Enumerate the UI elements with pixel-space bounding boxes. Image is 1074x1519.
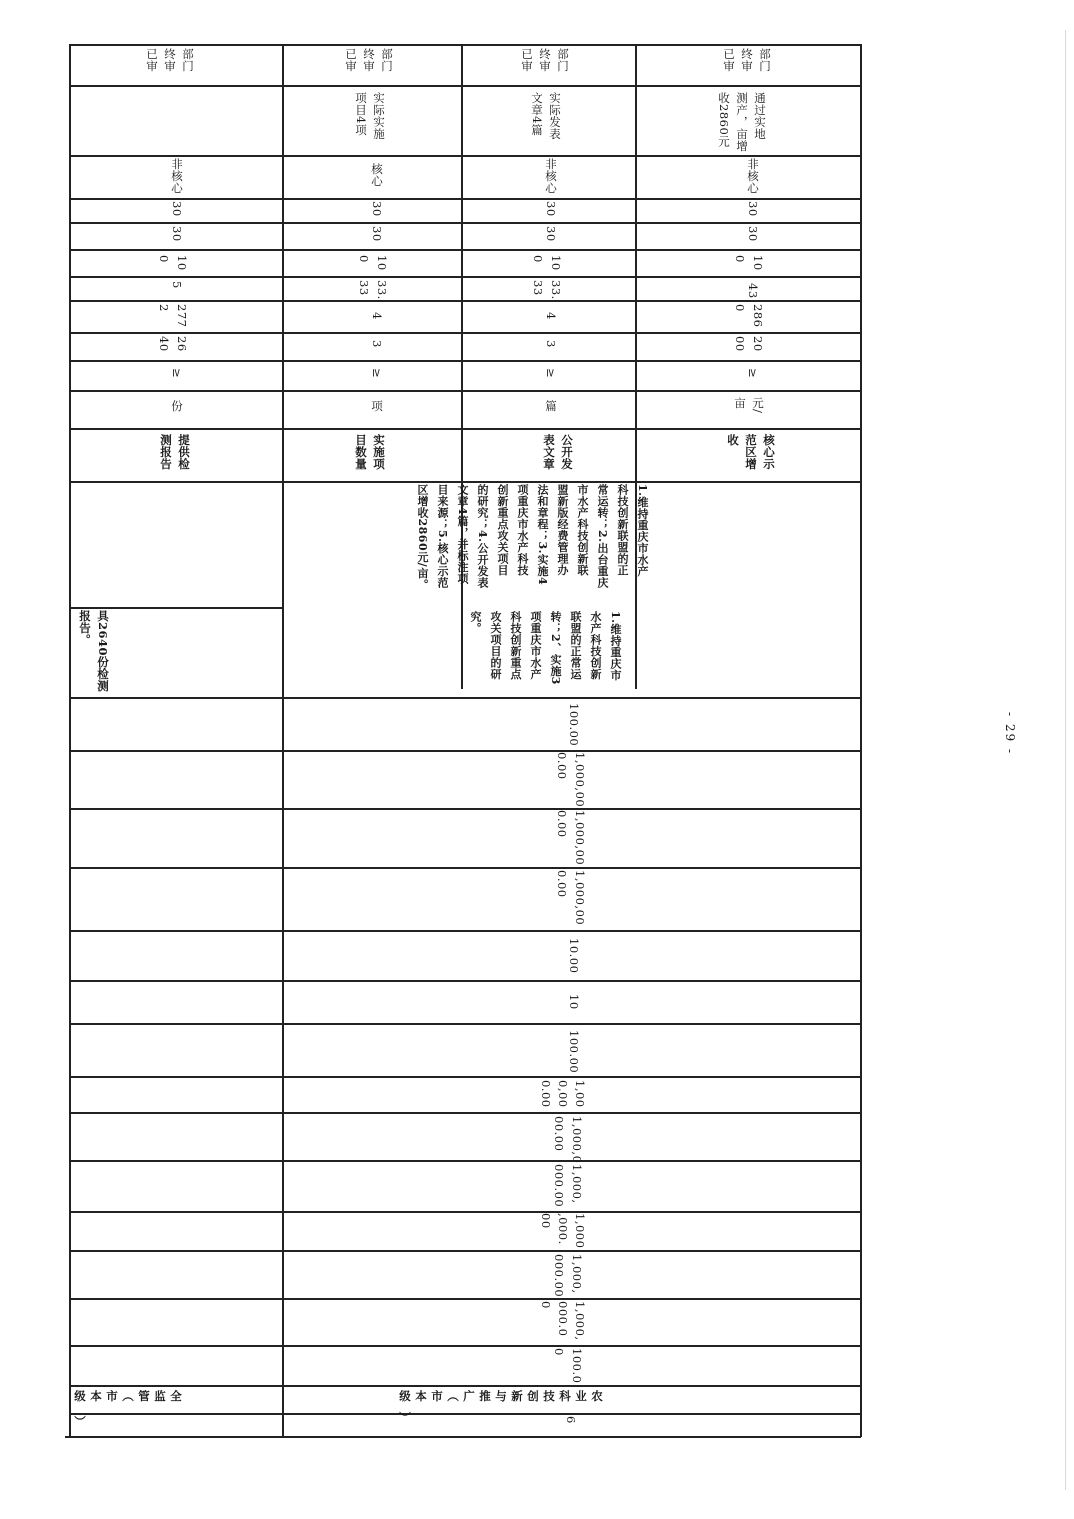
page-number: - 29 - [1003,712,1017,756]
r2-review: 部门 终审 已审 [344,48,394,72]
r4-actual-value: 286 0 [733,304,765,328]
rule-f-score [69,1076,861,1078]
row-divider-3 [635,44,637,689]
r1-unit: 份 [170,400,184,412]
rule-weight [69,222,861,224]
r3-target-value: 3 [544,340,558,348]
r4-actual: 通过实地 测产，亩增 收2860元 [717,92,767,152]
rule-f-weight [69,1023,861,1025]
r3-indicator: 公开发 表文章 [542,434,574,470]
r2-f-rate: 10.00 [567,938,581,974]
rule-rate [69,276,861,278]
table-right-border [860,44,862,1437]
r2-f-c7: 100.0 0 [552,1348,584,1384]
r2-f-c2: 1,000,0 00.00 [552,1116,584,1164]
r4-completion: 43 [746,283,760,299]
rule-f-c6 [69,1345,861,1347]
r1-review: 部门 终审 已审 [145,48,195,72]
r2-f-c3: 1,000, 000.00 [552,1164,584,1208]
rule-f-total [69,750,861,752]
rule-core [69,198,861,200]
r2-f-budget-b: 1,000,00 0.00 [555,810,587,866]
r1-indicator: 提供检 测报告 [159,434,191,470]
r2-f-score: 100.00 [567,1030,581,1074]
r1-completion: 5 [170,281,184,289]
table-left-border [69,44,71,1437]
r1-goal-text: 具2640份检测 报告。 [78,610,110,693]
rule-f-budget-c [69,930,861,932]
rule-f-c4 [69,1250,861,1252]
r4-op: ≥ [746,368,760,379]
r3-completion: 33. 33 [531,280,563,300]
r4-core: 非核心 [746,158,760,194]
r2-goal-detail: 1.维持重庆市水产 科技创新联盟的正 常运转；2.出台重庆 市水产科技创新联 盟新版经费管理办 法和章程；3.实施4 项重庆市水产科技 创新重点攻关项目 的研究；4.公开发表 文章4篇，并标注项 目来源；5.核心示范 区增收2860元/亩。 [416,484,649,591]
r2-actual-value: 4 [370,312,384,320]
rule-f-c3 [69,1211,861,1213]
r1-rate: 10 0 [157,255,189,271]
r2-indicator: 实施项 目数量 [354,434,386,470]
rule-f-c1 [69,1112,861,1114]
rule-f-budget-a [69,808,861,810]
r1-core: 非核心 [170,158,184,194]
rule-f-rate [69,980,861,982]
rule-score [69,249,861,251]
r4-unit: 元/ 亩 [733,397,765,414]
rule-actual-value [69,332,861,334]
rule-unit [69,428,861,430]
r4-review: 部门 终审 已审 [722,48,772,72]
rule-f-c2 [69,1160,861,1162]
r3-weight: 30 [544,201,558,217]
r2-weight: 30 [370,201,384,217]
r3-actual: 实际发表 文章4篇 [530,92,562,140]
r3-op: ≥ [544,368,558,379]
r4-weight: 30 [746,201,760,217]
r2-actual: 实际实施 项目4项 [354,92,386,140]
r2-f-c6: 1,000, 000.0 0 [539,1301,587,1341]
r2-op: ≥ [370,368,384,379]
r3-rate: 10 0 [531,255,563,271]
row-divider-1 [282,44,284,1437]
rule-target-value [69,360,861,362]
rule-review [69,85,861,87]
r1-weight: 30 [170,201,184,217]
rule-indicator [69,481,861,483]
r1-score: 30 [170,226,184,242]
r2-name: 农 业 科 技 创 新 与 推 广 （ 市 本 级） [398,1390,604,1433]
r2-num: 6 [564,1416,578,1424]
r4-target-value: 20 00 [733,336,765,352]
r2-rate: 10 0 [357,255,389,271]
table-top-border [69,44,861,46]
r2-target-value: 3 [370,340,384,348]
rule-goal-detail [69,607,282,609]
r3-core: 非核心 [544,158,558,194]
r2-completion: 33. 33 [357,280,389,300]
r3-unit: 篇 [544,400,558,412]
r2-goal-text: 1.维持重庆市 水产科技创新 联盟的正常运 转；2、实施3 项重庆市水产 科技创新重点 攻关项目的研 究。 [469,611,622,685]
r2-core: 核心 [370,163,384,187]
r1-target-value: 26 40 [157,336,189,352]
rule-f-c7 [69,1385,861,1387]
r2-f-c1: 1,00 0,00 0.00 [539,1080,587,1108]
rule-f-c5 [69,1298,861,1300]
r3-score: 30 [544,226,558,242]
r2-f-weight: 10 [567,994,581,1010]
r2-unit: 项 [370,400,384,412]
r4-rate: 10 0 [733,255,765,271]
rule-goal-text [69,697,861,699]
r1-actual-value: 277 2 [157,304,189,328]
r2-f-c4: 1,000 ,000. 00 [539,1213,587,1249]
rule-completion [69,300,861,302]
row-divider-2 [461,44,463,689]
r4-indicator: 核心示 范区增 收 [726,434,776,470]
rule-op [69,390,861,392]
r3-actual-value: 4 [544,312,558,320]
rule-f-budget-b [69,867,861,869]
rule-actual [69,155,861,157]
r2-f-c5: 1,000, 000.00 [552,1254,584,1298]
r2-f-total: 100.00 [567,703,581,747]
r2-f-budget-c: 1,000,00 0.00 [555,870,587,926]
table-bottom-border [65,1436,861,1438]
r1-name: 全 监 管 （ 市 本 级） [73,1390,183,1441]
r4-score: 30 [746,226,760,242]
r2-score: 30 [370,226,384,242]
r3-review: 部门 终审 已审 [520,48,570,72]
r2-f-budget-a: 1,000,00 0.00 [555,752,587,808]
r1-op: ≥ [170,368,184,379]
